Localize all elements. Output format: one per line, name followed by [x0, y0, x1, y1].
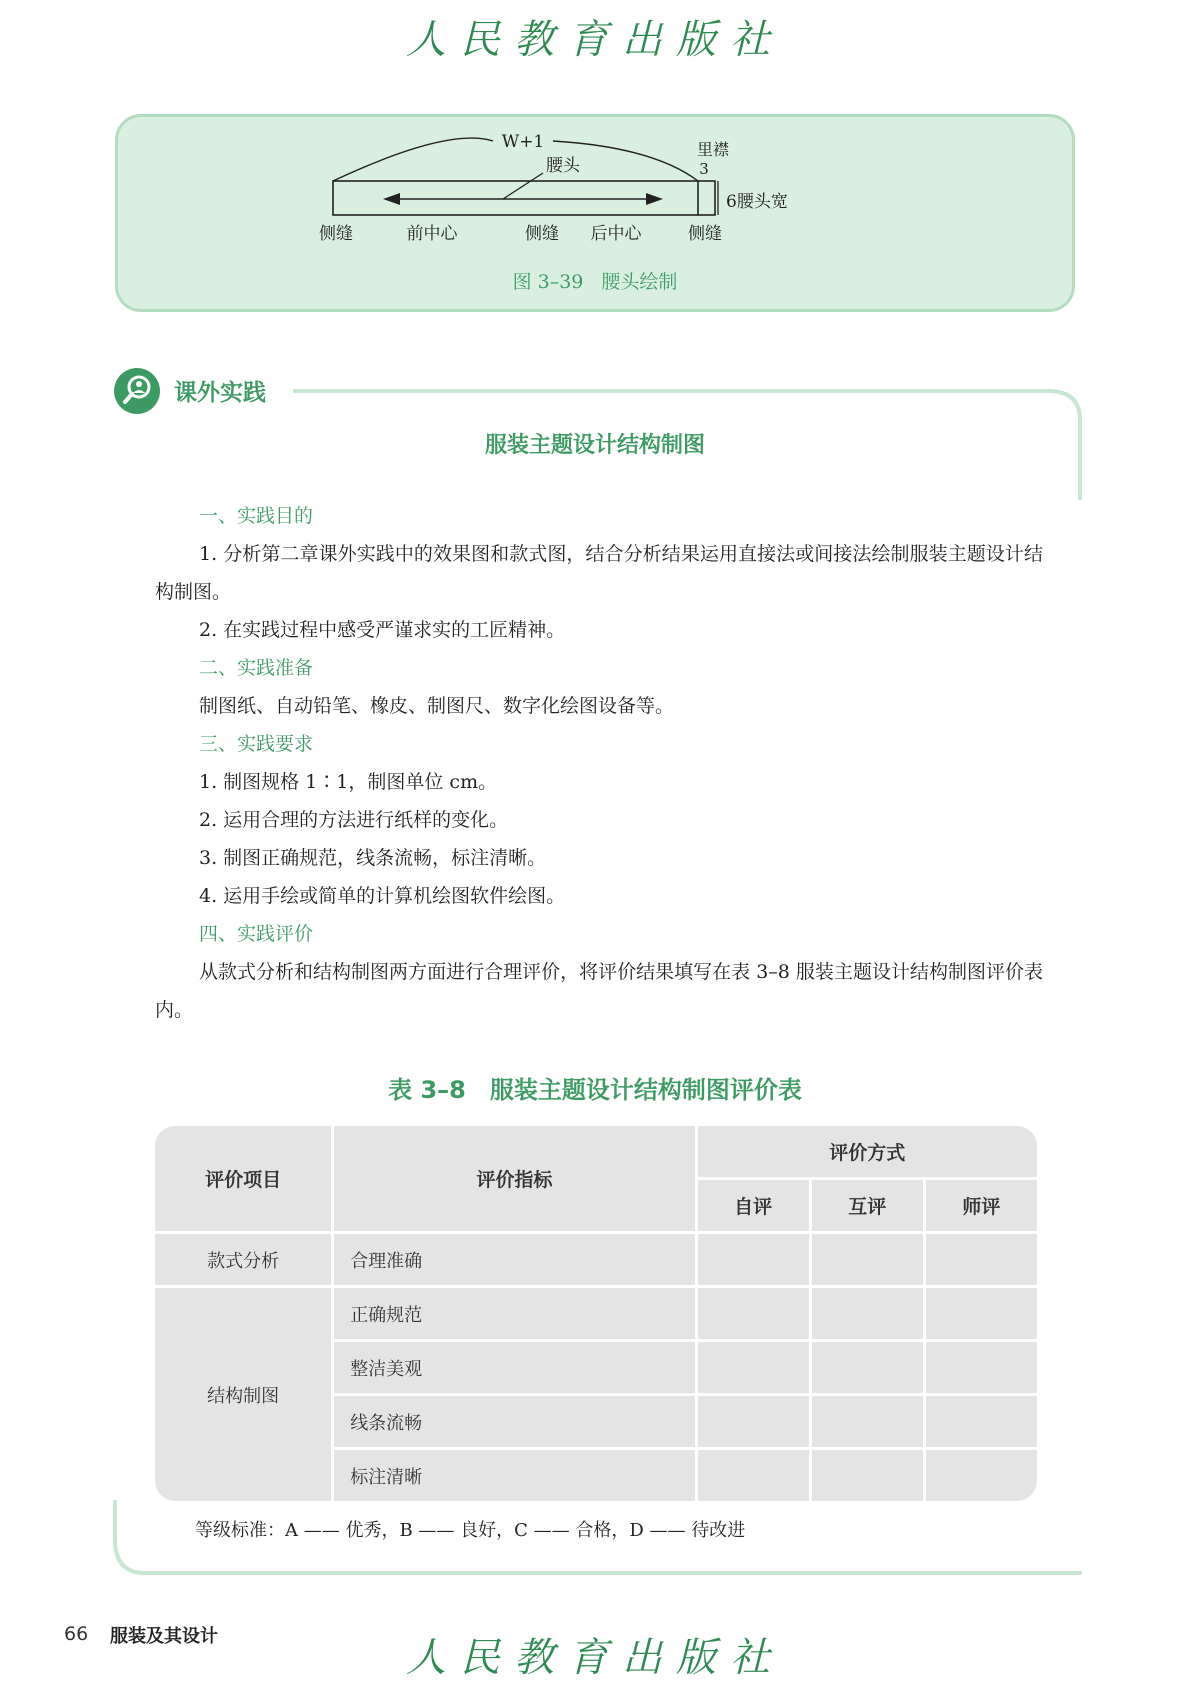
label-side-seam-right: 侧缝: [688, 224, 722, 244]
table-number: 表 3–8: [388, 1076, 466, 1104]
paragraph: 2. 运用合理的方法进行纸样的变化。: [199, 809, 509, 831]
score-cell-self[interactable]: [698, 1342, 809, 1393]
header-self: 自评: [698, 1180, 809, 1231]
header-indicator: 评价指标: [334, 1126, 694, 1231]
score-cell-self[interactable]: [698, 1396, 809, 1447]
label-width-note: 6腰头宽: [726, 192, 788, 212]
publisher-logo-top: 人民教育出版社: [406, 17, 784, 63]
label-side-seam-mid: 侧缝: [525, 224, 559, 244]
score-cell-mutual[interactable]: [812, 1288, 923, 1339]
item-cell: 结构制图: [155, 1288, 331, 1501]
indicator-cell: 整洁美观: [334, 1342, 694, 1393]
label-side-seam-left: 侧缝: [319, 224, 353, 244]
score-cell-teacher[interactable]: [926, 1396, 1037, 1447]
label-back-center: 后中心: [590, 224, 642, 244]
practice-title: 服装主题设计结构制图: [484, 433, 705, 458]
heading-purpose: 一、实践目的: [199, 505, 314, 527]
label-yaotou: 腰头: [546, 156, 580, 176]
practice-body: [155, 497, 1043, 1029]
paragraph: 从款式分析和结构制图两方面进行合理评价，将评价结果填写在表 3–8 服装主题设计结构制图评价表内。: [155, 961, 1043, 1021]
score-cell-teacher[interactable]: [926, 1450, 1037, 1501]
score-cell-teacher[interactable]: [926, 1234, 1037, 1285]
label-front-center: 前中心: [406, 224, 458, 244]
paragraph: 1. 分析第二章课外实践中的效果图和款式图，结合分析结果运用直接法或间接法绘制服装主题设计结构制图。: [155, 543, 1043, 603]
figure-caption-number: 图 3–39: [512, 271, 584, 293]
paragraph: 1. 制图规格 1∶1，制图单位 cm。: [199, 771, 498, 793]
score-cell-self[interactable]: [698, 1288, 809, 1339]
score-cell-self[interactable]: [698, 1234, 809, 1285]
score-cell-teacher[interactable]: [926, 1288, 1037, 1339]
heading-requirements: 三、实践要求: [199, 733, 314, 755]
table-row: [155, 1288, 1037, 1339]
heading-evaluation: 四、实践评价: [199, 923, 314, 945]
indicator-cell: 正确规范: [334, 1288, 694, 1339]
header-method: 评价方式: [698, 1126, 1037, 1177]
page-number: 66: [64, 1623, 89, 1645]
score-cell-mutual[interactable]: [812, 1396, 923, 1447]
indicator-cell: 标注清晰: [334, 1450, 694, 1501]
label-lijin: 里襟: [696, 140, 730, 159]
label-w-plus-1: W+1: [501, 132, 545, 152]
grade-standard: 等级标准：A —— 优秀，B —— 良好，C —— 合格，D —— 待改进: [195, 1520, 746, 1541]
item-cell: 款式分析: [155, 1234, 331, 1285]
header-item: 评价项目: [155, 1126, 331, 1231]
section-label: 课外实践: [174, 380, 266, 406]
publisher-logo-bottom: 人民教育出版社: [406, 1635, 784, 1681]
table-title: [0, 1070, 1190, 1105]
score-cell-mutual[interactable]: [812, 1450, 923, 1501]
magnifier-person-icon: [114, 368, 160, 414]
indicator-cell: 线条流畅: [334, 1396, 694, 1447]
score-cell-mutual[interactable]: [812, 1342, 923, 1393]
score-cell-mutual[interactable]: [812, 1234, 923, 1285]
table-row: [155, 1234, 1037, 1285]
heading-preparation: 二、实践准备: [199, 657, 314, 679]
header-teacher: 师评: [926, 1180, 1037, 1231]
header-mutual: 互评: [812, 1180, 923, 1231]
paragraph: 制图纸、自动铅笔、橡皮、制图尺、数字化绘图设备等。: [199, 695, 675, 717]
table-title-text: 服装主题设计结构制图评价表: [489, 1076, 802, 1104]
paragraph: 4. 运用手绘或简单的计算机绘图软件绘图。: [199, 885, 566, 907]
score-cell-teacher[interactable]: [926, 1342, 1037, 1393]
evaluation-table: [152, 1123, 1040, 1504]
figure-caption-title: 腰头绘制: [601, 271, 678, 293]
book-title: 服装及其设计: [110, 1626, 218, 1647]
score-cell-self[interactable]: [698, 1450, 809, 1501]
paragraph: 2. 在实践过程中感受严谨求实的工匠精神。: [199, 619, 566, 641]
label-lijin-value: 3: [699, 160, 709, 178]
paragraph: 3. 制图正确规范，线条流畅，标注清晰。: [199, 847, 547, 869]
indicator-cell: 合理准确: [334, 1234, 694, 1285]
